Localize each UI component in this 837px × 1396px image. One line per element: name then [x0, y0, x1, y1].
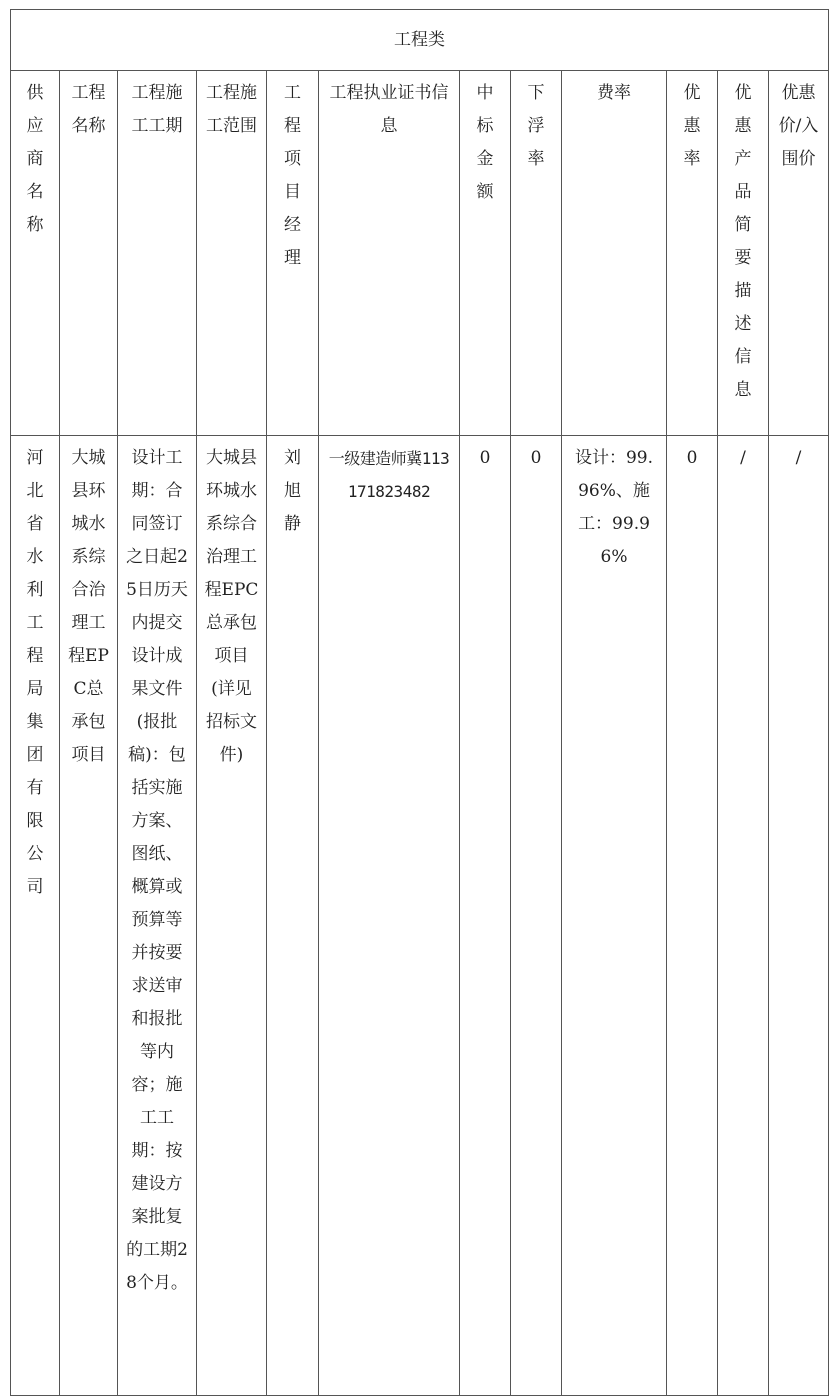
header-supplier: 供应商名称 — [11, 71, 60, 436]
table-title: 工程类 — [11, 10, 829, 71]
header-manager: 工程项目经理 — [267, 71, 319, 436]
header-preferential-desc: 优惠产品简要描述信息 — [718, 71, 769, 436]
cell-duration: 设计工期：合同签订之日起25日历天内提交设计成果文件(报批稿)：包括实施方案、图纸、概算或预算等并按要求送审和报批等内容；施工工期：按建设方案批复的工期28个月。 — [118, 436, 197, 1396]
header-preferential-price: 优惠价/入围价 — [769, 71, 829, 436]
cell-certificate: 一级建造师冀113171823482 — [319, 436, 460, 1396]
header-preferential-rate: 优惠率 — [667, 71, 718, 436]
header-duration: 工程施工工期 — [118, 71, 197, 436]
cell-scope: 大城县环城水系综合治理工程EPC总承包项目(详见招标文件) — [197, 436, 267, 1396]
header-scope: 工程施工范围 — [197, 71, 267, 436]
header-fee-rate: 费率 — [562, 71, 667, 436]
engineering-table-wrapper — [10, 9, 829, 1396]
header-discount-rate: 下浮率 — [511, 71, 562, 436]
table-row — [11, 436, 829, 1396]
engineering-table — [10, 9, 829, 1396]
header-project-name: 工程名称 — [60, 71, 118, 436]
cell-project-name: 大城县环城水系综合治理工程EPC总承包项目 — [60, 436, 118, 1396]
header-certificate: 工程执业证书信息 — [319, 71, 460, 436]
table-header-row — [11, 71, 829, 436]
cell-bid-amount: 0 — [460, 436, 511, 1396]
header-bid-amount: 中标金额 — [460, 71, 511, 436]
cell-supplier: 河北省水利工程局集团有限公司 — [11, 436, 60, 1396]
cell-preferential-desc: / — [718, 436, 769, 1396]
table-title-row — [11, 10, 829, 71]
cell-preferential-rate: 0 — [667, 436, 718, 1396]
cell-manager: 刘旭静 — [267, 436, 319, 1396]
cell-preferential-price: / — [769, 436, 829, 1396]
cell-fee-rate: 设计：99.96%、施工：99.96% — [562, 436, 667, 1396]
cell-discount-rate: 0 — [511, 436, 562, 1396]
